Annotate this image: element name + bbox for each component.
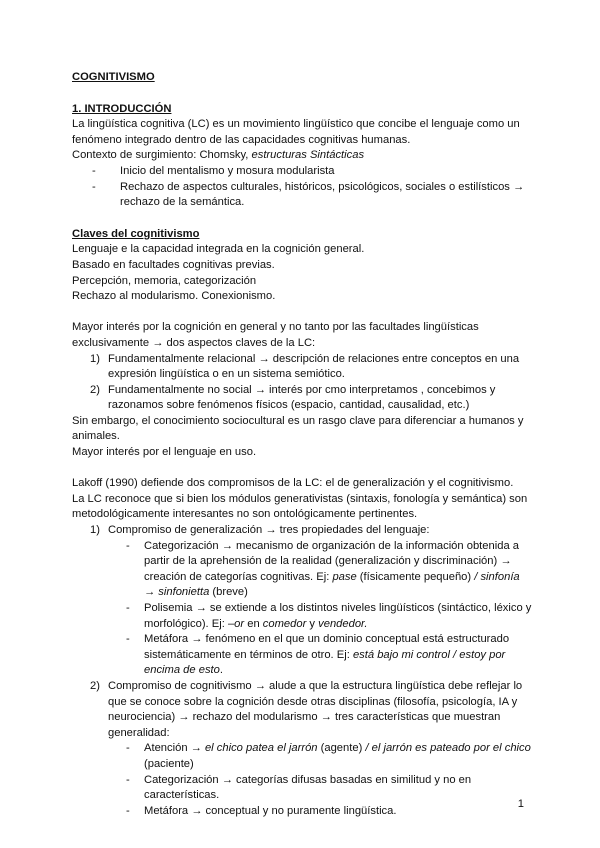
- list-item: - Metáfora → conceptual y no puramente lingüística.: [108, 804, 532, 820]
- interes-intro: Mayor interés por la cognición en general y no tanto por las facultades lingüísticas exclusivamente → dos aspectos claves de la LC:: [72, 321, 479, 349]
- list-item: [108, 741, 532, 772]
- claves-line: Percepción, memoria, categorización: [72, 274, 257, 287]
- context-italic: estructuras Sintácticas: [251, 149, 365, 162]
- list-item: - Categorización → categorías difusas basadas en similitud y no en características.: [108, 773, 532, 804]
- spacer: [72, 305, 532, 321]
- italic: comedor: [262, 617, 307, 630]
- list-item: [72, 679, 532, 819]
- list-item: [72, 523, 532, 679]
- list-item: [108, 632, 532, 679]
- text: Polisemia → se extiende a los distintos niveles lingüísticos (sintáctico, léxico y morfológico). Ej:: [144, 602, 532, 630]
- claves-line: Basado en facultades cognitivas previas.: [72, 258, 275, 271]
- text: (paciente): [144, 757, 194, 770]
- text: .: [219, 664, 223, 677]
- lakoff-paragraph-1: Lakoff (1990) defiende dos compromisos de la LC: el de generalización y el cognitivismo.: [72, 477, 514, 490]
- page-number: 1: [517, 798, 524, 810]
- claves-line: Lenguaje e la capacidad integrada en la cognición general.: [72, 243, 365, 256]
- interes-after-1: Sin embargo, el conocimiento sociocultural es un rasgo clave para diferenciar a humanos y animales.: [72, 414, 524, 443]
- compromisos-list: [72, 523, 532, 819]
- list-item: [72, 383, 532, 414]
- list-item: - Inicio del mentalismo y mosura modularista: [72, 164, 532, 180]
- list-text: Fundamentalmente no social → interés por cmo interpretamos , concebimos y razonamos sobre fenómenos físicos (espacio, cantidad, causalidad, etc.): [108, 383, 496, 412]
- text: (físicamente pequeño): [356, 570, 475, 583]
- intro-paragraph: La lingüística cognitiva (LC) es un movimiento lingüístico que concibe el lenguaje como un fenómeno integrado dentro de las capacidades cognitivas humanas.: [72, 118, 520, 146]
- italic: pase: [332, 570, 357, 583]
- list-number: 2): [90, 679, 100, 692]
- list-number: 1): [90, 352, 100, 365]
- text: Metáfora → fenómeno en el que un dominio conceptual está estructurado sistemáticamente en términos de otro. Ej:: [144, 633, 510, 661]
- text: (breve): [209, 586, 248, 599]
- list-number: 1): [90, 524, 100, 537]
- italic: –or: [227, 617, 245, 630]
- list-number: 2): [90, 383, 100, 396]
- italic: el chico patea el jarrón: [204, 742, 318, 755]
- italic: / sinfonía → sinfonietta: [144, 570, 520, 599]
- cognitivismo-sublist: [108, 741, 532, 819]
- italic: está bajo mi control / estoy por encima de esto: [144, 648, 506, 677]
- list-text: Compromiso de cognitivismo → alude a que la estructura lingüística debe reflejar lo que se conoce sobre la cognición desde otras disciplinas (filosofía, psicología, IA y neurociencia) → rechazo del modularismo → tres características que muestran generalidad:: [108, 679, 523, 739]
- italic: / el jarrón es pateado por el chico: [365, 742, 531, 755]
- list-text: Fundamentalmente relacional → descripción de relaciones entre conceptos en una expresión lingüística o en un sistema semiótico.: [108, 352, 520, 381]
- list-item: [108, 539, 532, 601]
- list-item: [108, 601, 532, 632]
- text: Atención →: [144, 742, 205, 755]
- text: Categorización → mecanismo de organización de la información obtenida a partir de la aprehensión de la realidad (generalización y discriminación) → creación de categorías cognitivas. Ej:: [144, 539, 519, 583]
- list-text: Compromiso de generalización → tres propiedades del lenguaje:: [108, 524, 430, 537]
- list-item: [72, 352, 532, 383]
- claves-line: Rechazo al modularismo. Conexionismo.: [72, 290, 276, 303]
- document-title: COGNITIVISMO: [72, 71, 155, 83]
- section-heading-introduccion: 1. INTRODUCCIÓN: [72, 102, 172, 115]
- list-item: - Rechazo de aspectos culturales, históricos, psicológicos, sociales o estilísticos → rechazo de la semántica.: [72, 180, 532, 211]
- interes-after-2: Mayor interés por el lenguaje en uso.: [72, 446, 257, 459]
- lakoff-paragraph-2: La LC reconoce que si bien los módulos generativistas (sintaxis, fonología y semántica) son metodológicamente interesantes no son ontológicamente pertinentes.: [72, 492, 528, 521]
- context-text: Contexto de surgimiento: Chomsky,: [72, 149, 252, 162]
- claves-heading: Claves del cognitivismo: [72, 227, 200, 240]
- generalizacion-sublist: [108, 539, 532, 679]
- text: en: [244, 617, 263, 630]
- context-bullet-list: [72, 164, 532, 211]
- text: (agente): [317, 742, 366, 755]
- spacer: [72, 461, 532, 477]
- text: y: [306, 617, 319, 630]
- interes-numbered-list: [72, 352, 532, 414]
- document-page: [72, 70, 532, 819]
- context-line: [72, 148, 532, 164]
- italic: vendedor.: [318, 617, 368, 630]
